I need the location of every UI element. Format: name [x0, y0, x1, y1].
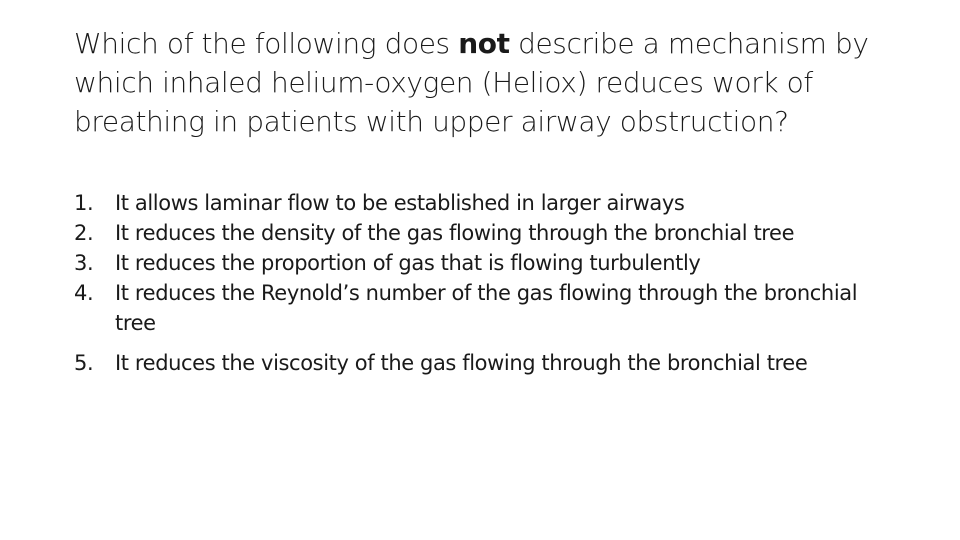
option-number: 5.	[74, 351, 94, 375]
answer-option-5	[74, 348, 904, 378]
question-text-before: Which of the following does	[74, 27, 459, 60]
answer-option-4	[74, 278, 904, 338]
question-emphasis: not	[458, 27, 510, 60]
answer-option-1	[74, 188, 904, 218]
option-text: It reduces the proportion of gas that is flowing turbulently	[115, 251, 701, 275]
question-text	[74, 24, 904, 141]
option-number: 4.	[74, 281, 94, 305]
option-number: 3.	[74, 251, 94, 275]
question-text-after: describe a mechanism by which inhaled helium-oxygen (Heliox) reduces work of breathing in patients with upper airway obstruction?	[74, 27, 869, 138]
option-text: It reduces the density of the gas flowing through the bronchial tree	[115, 221, 795, 245]
option-number: 1.	[74, 191, 94, 215]
option-number: 2.	[74, 221, 94, 245]
answer-option-3	[74, 248, 904, 278]
option-text: It reduces the Reynold’s number of the gas flowing through the bronchial tree	[115, 281, 858, 335]
answer-option-2	[74, 218, 904, 248]
option-text: It allows laminar flow to be established in larger airways	[115, 191, 685, 215]
option-text: It reduces the viscosity of the gas flowing through the bronchial tree	[115, 351, 808, 375]
answer-options-list	[74, 188, 904, 378]
